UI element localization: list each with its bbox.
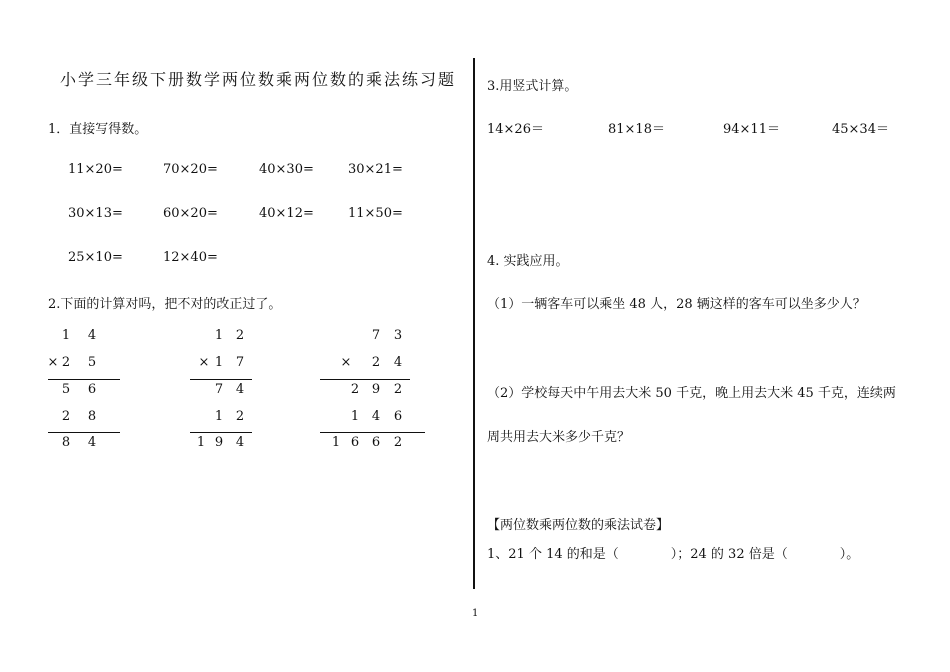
digit: 1 — [214, 409, 224, 424]
sum-line — [48, 379, 120, 380]
mental-math-problem: 25×10= — [68, 250, 123, 265]
digit: 4 — [393, 355, 403, 370]
digit: 4 — [371, 409, 381, 424]
multiply-sign: × — [198, 355, 210, 370]
mental-math-problem: 30×21= — [348, 162, 403, 177]
digit: 2 — [235, 409, 245, 424]
mental-math-problem: 12×40= — [163, 250, 218, 265]
digit: 6 — [371, 435, 381, 450]
test-heading: 【两位数乘两位数的乘法试卷】 — [487, 518, 670, 533]
digit: 2 — [61, 409, 71, 424]
digit: 8 — [61, 435, 71, 450]
digit: 1 — [196, 435, 206, 450]
digit: 4 — [87, 328, 97, 343]
mental-math-problem: 70×20= — [163, 162, 218, 177]
sum-line — [190, 379, 252, 380]
section1-heading: 1．直接写得数。 — [48, 122, 148, 137]
digit: 6 — [393, 409, 403, 424]
mental-math-problem: 30×13= — [68, 206, 123, 221]
digit: 2 — [393, 382, 403, 397]
digit: 1 — [350, 409, 360, 424]
section4-heading: 4. 实践应用。 — [487, 254, 569, 269]
digit: 9 — [371, 382, 381, 397]
digit: 7 — [235, 355, 245, 370]
digit: 1 — [214, 355, 224, 370]
digit: 1 — [331, 435, 341, 450]
column-calc-problem: 45×34＝ — [832, 122, 889, 137]
digit: 5 — [61, 382, 71, 397]
mental-math-problem: 60×20= — [163, 206, 218, 221]
word-problem-2-continued: 周共用去大米多少千克？ — [487, 430, 631, 445]
digit: 2 — [393, 435, 403, 450]
digit: 2 — [350, 382, 360, 397]
digit: 2 — [235, 328, 245, 343]
mental-math-problem: 11×50= — [348, 206, 403, 221]
column-calc-problem: 14×26＝ — [487, 122, 544, 137]
digit: 2 — [61, 355, 71, 370]
sum-line — [320, 432, 425, 433]
sum-line — [320, 379, 410, 380]
digit: 6 — [87, 382, 97, 397]
digit: 7 — [371, 328, 381, 343]
page-number: 1 — [472, 608, 479, 619]
word-problem-2: （2）学校每天中午用去大米 50 千克，晚上用去大米 45 千克，连续两 — [487, 386, 896, 401]
digit: 8 — [87, 409, 97, 424]
digit: 5 — [87, 355, 97, 370]
page-title: 小学三年级下册数学两位数乘两位数的乘法练习题 — [60, 70, 457, 89]
digit: 6 — [350, 435, 360, 450]
word-problem-1: （1）一辆客车可以乘坐 48 人，28 辆这样的客车可以坐多少人？ — [487, 297, 866, 312]
fill-in-question: 1、21 个 14 的和是（ ）；24 的 32 倍是（ ）。 — [487, 547, 860, 562]
sum-line — [190, 432, 252, 433]
digit: 4 — [235, 435, 245, 450]
mental-math-problem: 40×30= — [259, 162, 314, 177]
mental-math-problem: 11×20= — [68, 162, 123, 177]
digit: 1 — [214, 328, 224, 343]
digit: 1 — [61, 328, 71, 343]
column-calc-problem: 81×18＝ — [608, 122, 665, 137]
column-divider — [473, 58, 475, 589]
section3-heading: 3.用竖式计算。 — [487, 79, 578, 94]
column-calc-problem: 94×11＝ — [723, 122, 780, 137]
section2-heading: 2.下面的计算对吗，把不对的改正过了。 — [48, 297, 282, 312]
mental-math-problem: 40×12= — [259, 206, 314, 221]
digit: 4 — [87, 435, 97, 450]
digit: 4 — [235, 382, 245, 397]
multiply-sign: × — [340, 355, 352, 370]
multiply-sign: × — [47, 355, 59, 370]
digit: 9 — [214, 435, 224, 450]
digit: 3 — [393, 328, 403, 343]
sum-line — [48, 432, 120, 433]
digit: 2 — [371, 355, 381, 370]
digit: 7 — [214, 382, 224, 397]
